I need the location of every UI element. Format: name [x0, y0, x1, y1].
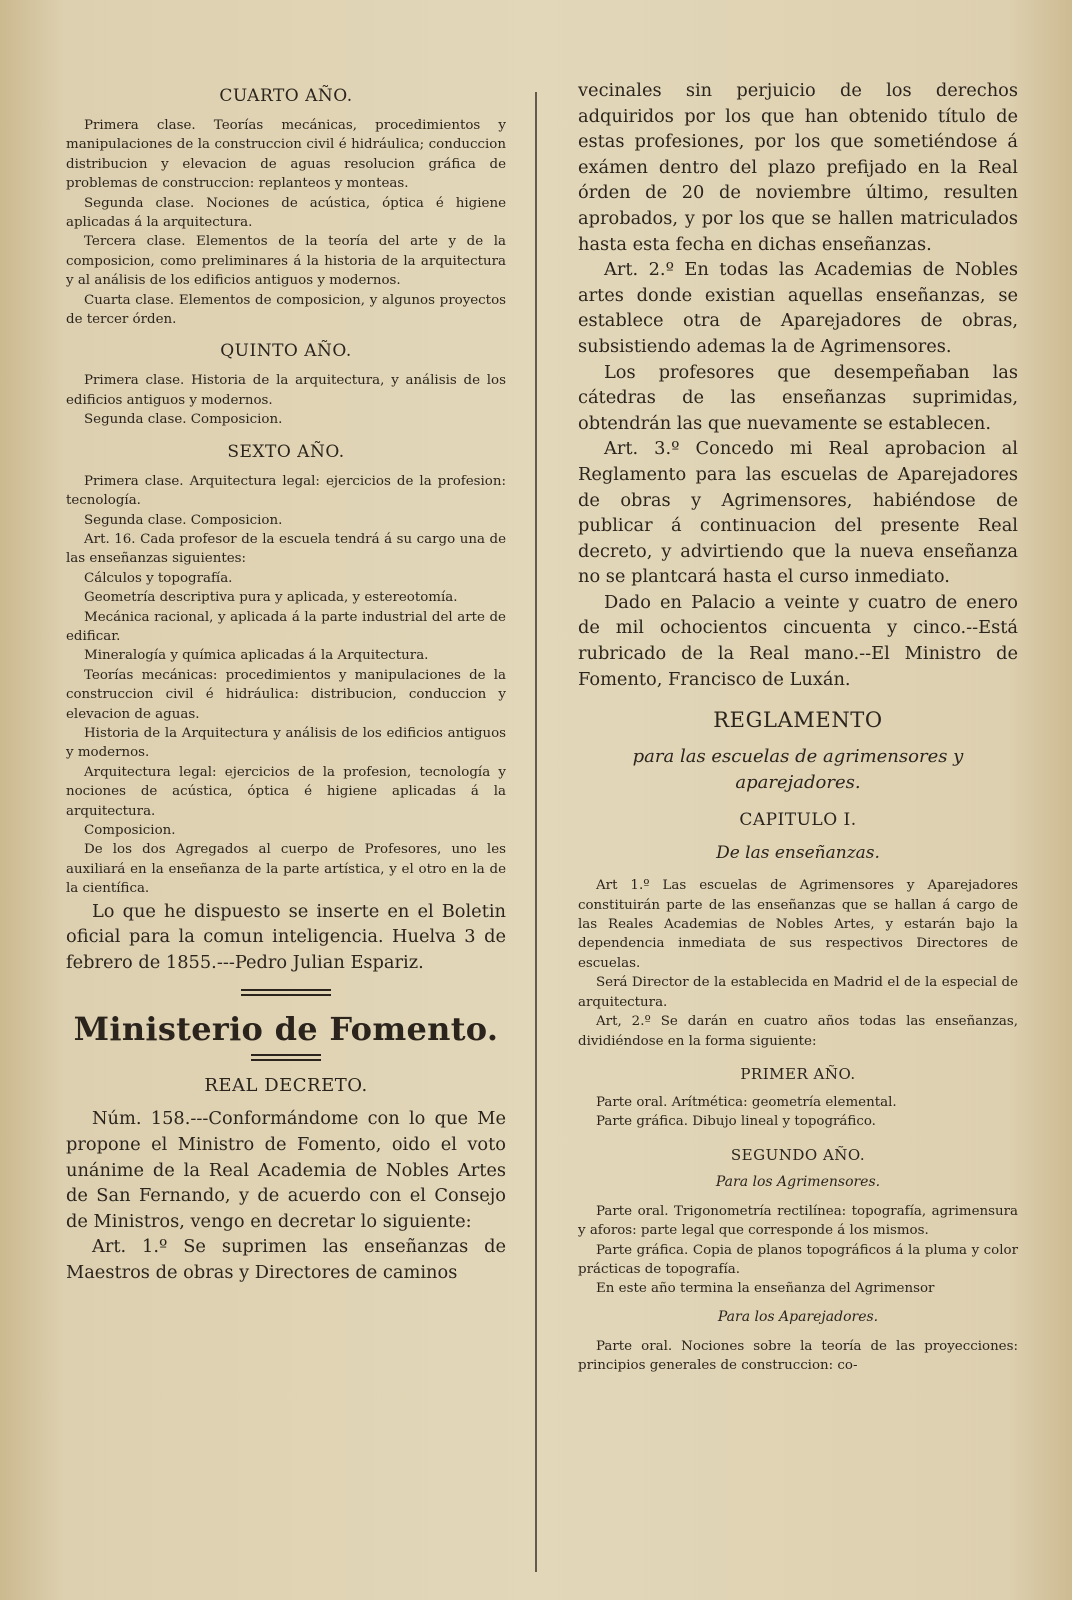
capitulo-subtitle: De las enseñanzas.: [716, 843, 880, 864]
sexto-ano-list: [66, 472, 506, 899]
primer-ano-heading: PRIMER AÑO.: [740, 1064, 856, 1083]
paragraph: Parte oral. Arítmética: geometría elemental.: [596, 1094, 897, 1110]
paragraph: Geometría descriptiva pura y aplicada, y estereotomía.: [84, 590, 458, 606]
paragraph: Los profesores que desempeñaban las cátedras de las enseñanzas suprimidas, obtendrán las que nuevamente se establecen.: [578, 361, 1018, 434]
cuarto-ano-heading: CUARTO AÑO.: [219, 86, 353, 106]
paragraph: Segunda clase. Composicion.: [84, 412, 283, 428]
paragraph: vecinales sin perjuicio de los derechos adquiridos por los que han obtenido título de estas profesiones, por los que sometiéndose á exámen dentro del plazo prefijado en la Real órden de 20 de noviembre último, resulten aprobados, y por los que se hallen matriculados hasta esta fecha en dichas enseñanzas.: [578, 80, 1018, 255]
paragraph: Parte gráfica. Dibujo lineal y topográfico.: [596, 1114, 876, 1130]
agrimensores-list: [578, 1202, 1018, 1299]
left-column: [66, 78, 506, 1286]
paragraph: Segunda clase. Nociones de acústica, óptica é higiene aplicadas á la arquitectura.: [66, 195, 506, 231]
paragraph: Primera clase. Teorías mecánicas, procedimientos y manipulaciones de la construccion civil é hidráulica; conduccion distribucion y elevacion de aguas resolucion gráfica de problemas de construccion: replanteos y monteas.: [66, 118, 506, 192]
sexto-ano-heading: SEXTO AÑO.: [227, 441, 345, 462]
paragraph: Art. 2.º En todas las Academias de Nobles artes donde existian aquellas enseñanzas, se establece otra de Aparejadores de obras, subsistiendo ademas la de Agrimensores.: [578, 259, 1018, 357]
aparejadores-subheading: Para los Aparejadores.: [717, 1308, 879, 1325]
paragraph: Mecánica racional, y aplicada á la parte industrial del arte de edificar.: [66, 609, 506, 644]
paragraph: Segunda clase. Composicion.: [84, 512, 283, 528]
paragraph: De los dos Agregados al cuerpo de Profesores, uno les auxiliará en la enseñanza de la parte artística, y el otro en la de la científica.: [66, 842, 506, 897]
double-rule: [241, 989, 331, 996]
paragraph: Parte oral. Nociones sobre la teoría de las proyecciones: principios generales de construccion: co-: [578, 1338, 1018, 1374]
double-rule: [251, 1054, 321, 1061]
primer-ano-list: [578, 1093, 1018, 1132]
paragraph: Cálculos y topografía.: [84, 570, 233, 586]
quinto-ano-heading: QUINTO AÑO.: [220, 341, 352, 362]
right-column: [578, 78, 1018, 1376]
segundo-ano-heading: SEGUNDO AÑO.: [730, 1145, 866, 1164]
paragraph: Núm. 158.---Conformándome con lo que Me propone el Ministro de Fomento, oido el voto unánime de la Real Academia de Nobles Artes de San Fernando, y de acuerdo con el Consejo de Ministros, vengo en decretar lo siguiente:: [66, 1108, 506, 1232]
paragraph: Art. 3.º Concedo mi Real aprobacion al Reglamento para las escuelas de Aparejadores de obras y Agrimensores, habiéndose de publicar á continuacion del presente Real decreto, y advirtiendo que la nueva enseñanza no se plantcará hasta el curso inmediato.: [578, 438, 1018, 588]
capitulo-heading: CAPITULO I.: [739, 810, 857, 831]
paragraph: Historia de la Arquitectura y análisis de los edificios antiguos y modernos.: [66, 725, 506, 761]
cuarto-ano-list: [66, 116, 506, 329]
paragraph: Art, 2.º Se darán en cuatro años todas las enseñanzas, dividiéndose en la forma siguiente:: [578, 1014, 1018, 1049]
paragraph: Art 1.º Las escuelas de Agrimensores y Aparejadores constituirán parte de las enseñanzas que se hallan á cargo de las Reales Academias de Nobles Artes, y estarán bajo la dependencia inmediata de sus respectivos Directores de escuelas.: [578, 878, 1018, 971]
paragraph: Será Director de la establecida en Madrid el de la especial de arquitectura.: [578, 975, 1018, 1010]
column-divider: [535, 92, 537, 1572]
ministerio-masthead: Ministerio de Fomento.: [73, 1010, 499, 1049]
decreto-continuation: [578, 78, 1018, 692]
paragraph: Art. 16. Cada profesor de la escuela tendrá á su cargo una de las enseñanzas siguientes:: [66, 531, 506, 567]
paragraph: Parte gráfica. Copia de planos topográficos á la pluma y color prácticas de topografía.: [578, 1242, 1018, 1277]
paragraph: En este año termina la enseñanza del Agrimensor: [596, 1281, 935, 1297]
paragraph: Teorías mecánicas: procedimientos y manipulaciones de la construccion civil é hidráulica: distribucion, conduccion y elevacion de aguas.: [66, 667, 506, 722]
paragraph: Arquitectura legal: ejercicios de la profesion, tecnología y nociones de acústica, óptica é higiene aplicadas á la arquitectura.: [66, 764, 506, 819]
quinto-ano-list: [66, 371, 506, 429]
reglamento-heading: REGLAMENTO: [713, 708, 883, 733]
aparejadores-list: [578, 1337, 1018, 1376]
real-decreto-heading: REAL DECRETO.: [204, 1075, 368, 1097]
closing-notice: [66, 899, 506, 976]
agrimensores-subheading: Para los Agrimensores.: [715, 1173, 881, 1190]
paragraph: Composicion.: [84, 823, 176, 838]
reglamento-subtitle: para las escuelas de agrimensores y aparejadores.: [632, 746, 964, 794]
reglamento-articles: [578, 876, 1018, 1051]
paragraph: Primera clase. Historia de la arquitectura, y análisis de los edificios antiguos y modernos.: [66, 373, 506, 408]
paragraph: Primera clase. Arquitectura legal: ejercicios de la profesion: tecnología.: [66, 473, 506, 509]
paragraph: Mineralogía y química aplicadas á la Arquitectura.: [84, 648, 429, 664]
real-decreto-text: [66, 1106, 506, 1285]
paragraph: Cuarta clase. Elementos de composicion, y algunos proyectos de tercer órden.: [66, 292, 506, 328]
paragraph: Lo que he dispuesto se inserte en el Boletin oficial para la comun inteligencia. Huelva 3 de febrero de 1855.---Pedro Julian Espariz.: [66, 900, 506, 973]
paragraph: Tercera clase. Elementos de la teoría del arte y de la composicion, como preliminares á la historia de la arquitectura y al análisis de los edificios antiguos y modernos.: [66, 234, 506, 289]
paragraph: Parte oral. Trigonometría rectilínea: topografía, agrimensura y aforos: parte legal que corresponde á los mismos.: [578, 1203, 1018, 1239]
paragraph: Dado en Palacio a veinte y cuatro de enero de mil ochocientos cincuenta y cinco.--Está rubricado de la Real mano.--El Ministro de Fomento, Francisco de Luxán.: [578, 591, 1018, 690]
paragraph: Art. 1.º Se suprimen las enseñanzas de Maestros de obras y Directores de caminos: [66, 1236, 506, 1283]
